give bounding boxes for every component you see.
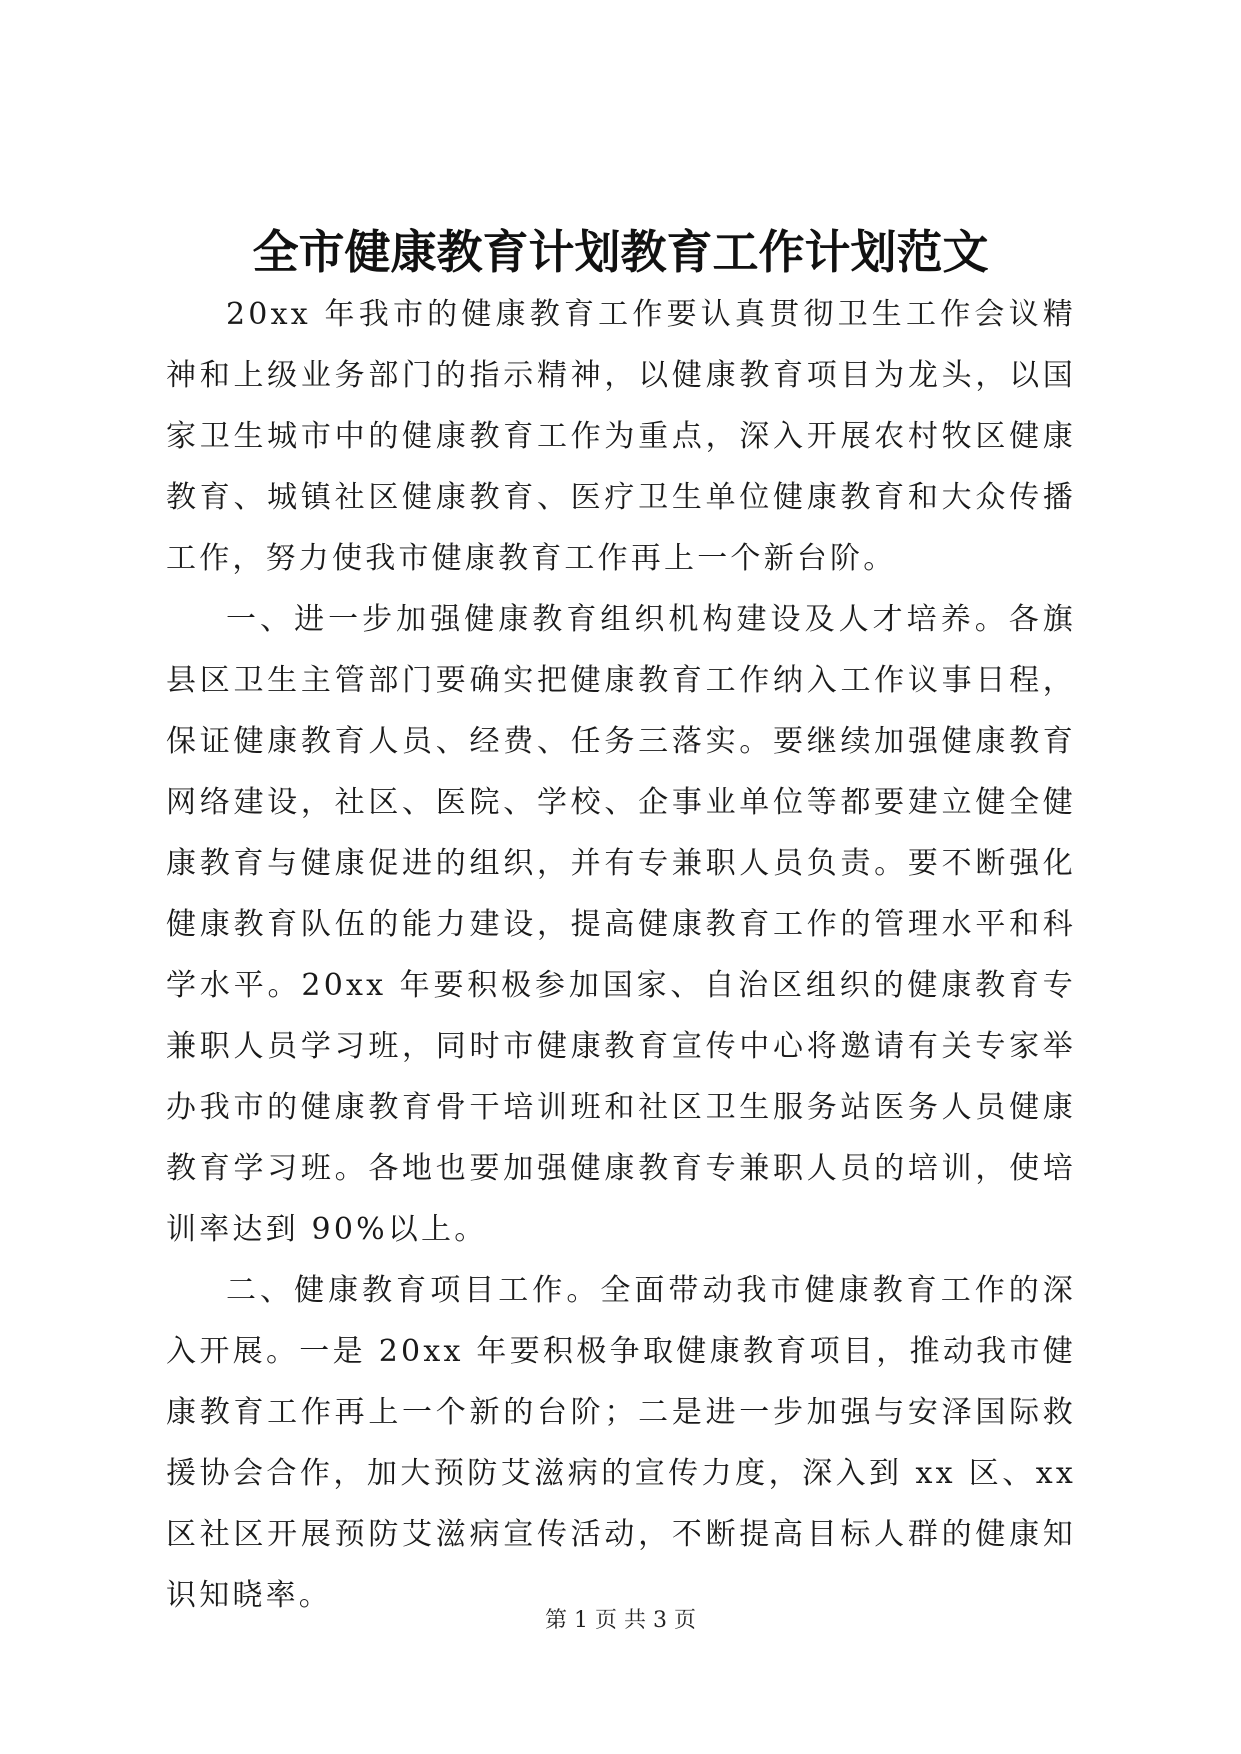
paragraph-intro: 20xx 年我市的健康教育工作要认真贯彻卫生工作会议精神和上级业务部门的指示精神，以健康教育项目为龙头，以国家卫生城市中的健康教育工作为重点，深入开展农村牧区健康教育、城镇社区健康教育、医疗卫生单位健康教育和大众传播工作，努力使我市健康教育工作再上一个新台阶。 — [166, 297, 1076, 576]
document-title: 全市健康教育计划教育工作计划范文 — [252, 225, 989, 279]
document-body — [166, 284, 1076, 1626]
paragraph-section-1: 一、进一步加强健康教育组织机构建设及人才培养。各旗县区卫生主管部门要确实把健康教育工作纳入工作议事日程，保证健康教育人员、经费、任务三落实。要继续加强健康教育网络建设，社区、医院、学校、企事业单位等都要建立健全健康教育与健康促进的组织，并有专兼职人员负责。要不断强化健康教育队伍的能力建设，提高健康教育工作的管理水平和科学水平。20xx 年要积极参加国家、自治区组织的健康教育专兼职人员学习班，同时市健康教育宣传中心将邀请有关专家举办我市的健康教育骨干培训班和社区卫生服务站医务人员健康教育学习班。各地也要加强健康教育专兼职人员的培训，使培训率达到 90%以上。 — [166, 602, 1076, 1247]
page-number-footer: 第 1 页 共 3 页 — [545, 1608, 696, 1633]
paragraph-section-2: 二、健康教育项目工作。全面带动我市健康教育工作的深入开展。一是 20xx 年要积极争取健康教育项目，推动我市健康教育工作再上一个新的台阶；二是进一步加强与安泽国际救援协会合作，加大预防艾滋病的宣传力度，深入到 xx 区、xx 区社区开展预防艾滋病宣传活动，不断提高目标人群的健康知识知晓率。 — [166, 1273, 1076, 1613]
